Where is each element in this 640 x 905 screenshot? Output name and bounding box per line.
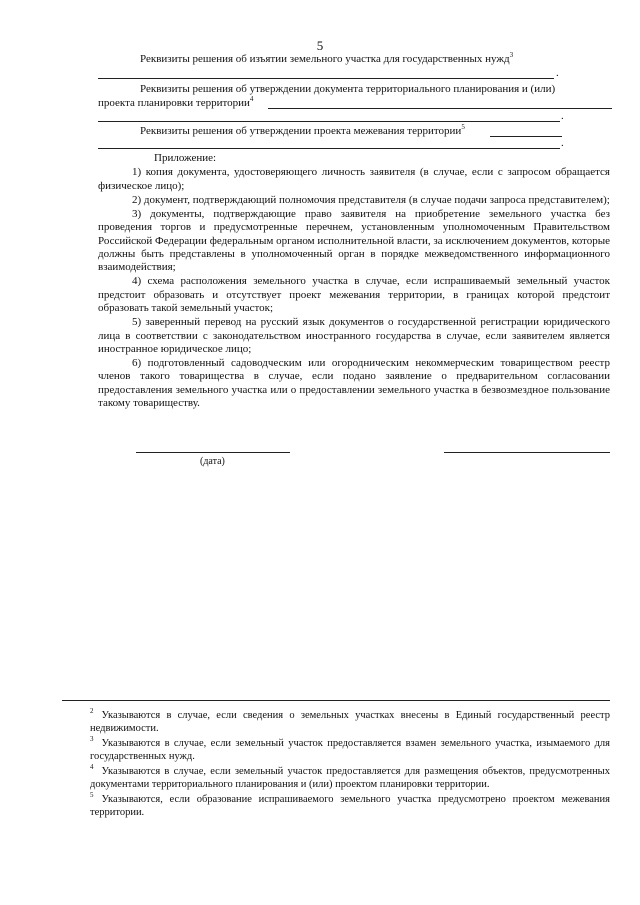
requisite-survey-field[interactable] (490, 136, 562, 137)
requisite-survey-field-line2[interactable] (98, 148, 560, 149)
footnote: $^4$ Указываются в случае, если земельный участок предоставляется для размещения объектов, предусмотренных документами территориального планирования и (или) проектом планировки территории. (90, 763, 610, 790)
requisite-planning-decision-cont (98, 96, 253, 110)
document-page: 5 Реквизиты решения об изъятии земельного участка для государственных нужд$^3$ . Реквизиты решения об утверждении документа территориального планирования и (или) проекта планировки территории$^4$ . Реквизиты решения об утверждении проекта межевания территории$^5$ . Приложение: 1) копия документа, удостоверяющего личность заявителя (в случае, если с запросом обращается физическое лицо); 2) документ, подтверждающий полномочия представителя (в случае подачи запроса представителем); 3) документы, подтверждающие право заявителя на приобретение земельного участка без проведения торгов и предусмотренные перечнем, установленным уполномоченным Правительством Российской Федерации федеральным органом исполнительной власти, за исключением документов, которые должны быть представлены в уполномоченный орган в порядке межведомственного информационного взаимодействия; 4) схема расположения земельного участка в случае, если испрашиваемый земельный участок предстоит образовать и отсутствует проект межевания территории, в границах которой предстоит образовать такой земельный участок; 5) заверенный перевод на русский язык документов о государственной регистрации юридического лица в соответствии с законодательством иностранного государства в случае, если заявителем является иностранное юридическое лицо; 6) подготовленный садоводческим или огородническим некоммерческим товариществом реестр членов такого товарищества в случае, если подано заявление о предварительном согласовании предоставления земельного участка или о предоставлении земельного участка в безвозмездное пользование такому товариществу. (дата) $^2$ Указываются в случае, если сведения о земельных участках внесены в Единый государственный реестр недвижимости. $^3$ Указываются в случае, если земельный участок предоставляется взамен земельного участка, изымаемого для государственных нужд. $^4$ Указываются в случае, если земельный участок предоставляется для размещения объектов, предусмотренных документами территориального планирования и (или) проектом планировки территории. $^5$ Указываются, если образование испрашиваемого земельного участка предусмотрено проектом межевания территории. (0, 0, 640, 905)
appendix-item: 3) документы, подтверждающие право заявителя на приобретение земельного участка без проведения торгов и предусмотренные перечнем, установленным уполномоченным Правительством Российской Федерации федеральным органом исполнительной власти, за исключением документов, которые должны быть представлены в уполномоченный орган в порядке межведомственного информационного взаимодействия; (98, 207, 610, 274)
footnote: $^5$ Указываются, если образование испрашиваемого земельного участка предусмотрено проектом межевания территории. (90, 791, 610, 818)
page-number: 5 (316, 38, 324, 53)
requisite-seizure-field[interactable] (98, 78, 554, 79)
appendix-heading: Приложение: (154, 152, 217, 164)
footnote-ref: 5 (461, 123, 465, 131)
requisite-label: Реквизиты решения об утверждении проекта межевания территории (140, 125, 462, 137)
date-field[interactable] (136, 452, 290, 453)
appendix-item: 1) копия документа, удостоверяющего личность заявителя (в случае, если с запросом обращается физическое лицо); (98, 166, 610, 192)
appendix-item: 5) заверенный перевод на русский язык документов о государственной регистрации юридического лица в соответствии с законодательством иностранного государства в случае, если заявителем является иностранное юридическое лицо; (98, 316, 610, 356)
footnote: $^3$ Указываются в случае, если земельный участок предоставляется взамен земельного участка, изымаемого для государственных нужд. (90, 735, 610, 762)
footnotes (90, 709, 610, 821)
date-label: (дата) (200, 456, 225, 467)
requisite-label: Реквизиты решения об изъятии земельного участка для государственных нужд (140, 53, 510, 65)
footnote-ref: 3 (509, 51, 514, 59)
signature-field[interactable] (444, 452, 610, 453)
requisite-planning-field-line2[interactable] (98, 121, 560, 122)
appendix-item: 6) подготовленный садоводческим или огородническим некоммерческим товариществом реестр членов такого товарищества в случае, если подано заявление о предварительном согласовании предоставления земельного участка или о предоставлении земельного участка в безвозмездное пользование такому товариществу. (98, 357, 610, 410)
appendix (98, 152, 610, 411)
requisite-seizure-decision (140, 52, 513, 66)
footnote: $^2$ Указываются в случае, если сведения о земельных участках внесены в Единый государственный реестр недвижимости. (90, 707, 610, 734)
footnote-separator (62, 700, 610, 701)
footnote-ref: 4 (249, 95, 254, 103)
requisite-survey-decision (140, 124, 465, 138)
appendix-item: 4) схема расположения земельного участка в случае, если испрашиваемый земельный участок предстоит образовать и отсутствует проект межевания территории, в границах которой предстоит образовать такой земельный участок; (98, 275, 610, 315)
requisite-label: Реквизиты решения об утверждении документа территориального планирования и (или) (140, 83, 556, 95)
requisite-planning-decision (140, 82, 555, 96)
requisite-label-cont: проекта планировки территории (98, 97, 250, 109)
appendix-item: 2) документ, подтверждающий полномочия представителя (в случае подачи запроса представителем); (132, 193, 610, 206)
